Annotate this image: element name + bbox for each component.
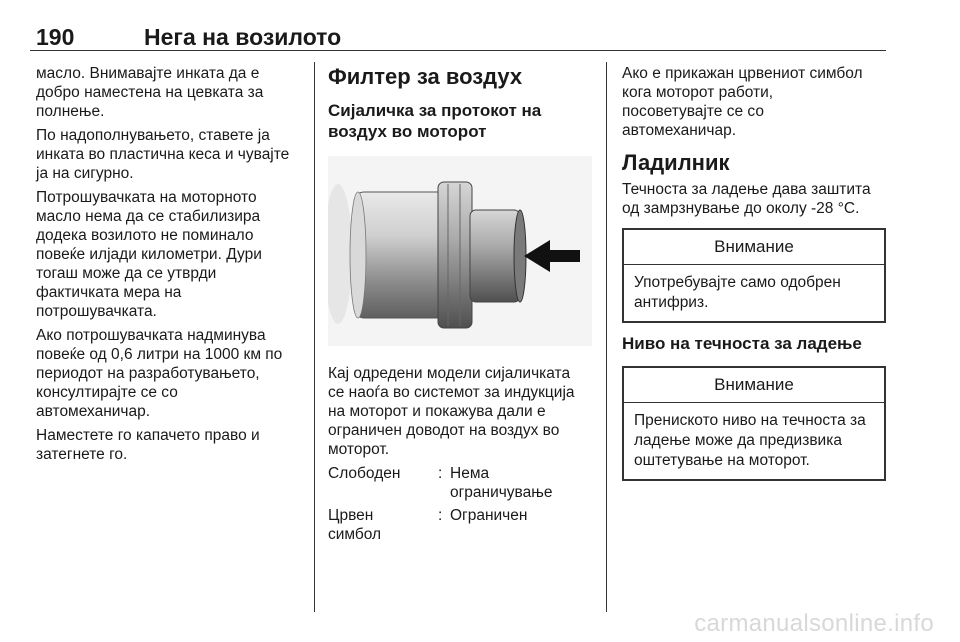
section-subheading: Сијаличка за протокот на воздух во моторот bbox=[328, 101, 542, 141]
watermark: carmanualsonline.info bbox=[694, 610, 934, 637]
paragraph: По надополнувањето, ставете ја инката во пластична кеса и чувајте ја на сигурно. bbox=[36, 127, 290, 182]
column-right bbox=[622, 64, 886, 481]
warning-title: Внимание bbox=[624, 230, 884, 265]
status-table bbox=[328, 464, 596, 548]
section-heading: Филтер за воздух bbox=[328, 64, 523, 89]
page-number: 190 bbox=[36, 24, 75, 50]
column-divider bbox=[606, 62, 607, 612]
warning-title: Внимание bbox=[624, 368, 884, 403]
paragraph: Ако потрошувачката надминува повеќе од 0,6 литри на 1000 км по периодот на разработувањето, консултирајте се со автомеханичар. bbox=[36, 327, 283, 420]
air-filter-indicator-drawing bbox=[328, 156, 592, 346]
paragraph: масло. Внимавајте инката да е добро наместена на цевката за полнење. bbox=[36, 65, 264, 120]
status-separator: : bbox=[438, 507, 443, 524]
status-separator: : bbox=[438, 465, 443, 482]
page-title: Нега на возилото bbox=[144, 24, 342, 50]
warning-body: Употребувајте само одобрен антифриз. bbox=[634, 274, 841, 311]
status-key: Слободен bbox=[328, 465, 401, 482]
paragraph: Кај одредени модели сијаличката се наоѓа во системот за индукција на моторот и покажува дали е ограничен доводот на воздух во моторот. bbox=[328, 365, 575, 458]
paragraph: Потрошувачката на моторното масло нема да се стабилизира додека возилото не поминало повеќе илјади километри. Дури тогаш може да се утврди фактичката мера на потрошувачката. bbox=[36, 189, 262, 320]
warning-box bbox=[622, 366, 886, 481]
paragraph: Течноста за ладење дава заштита од замрзнување до околу -28 °C. bbox=[622, 181, 871, 217]
status-value: Ограничен bbox=[450, 507, 528, 524]
warning-box bbox=[622, 228, 886, 323]
column-divider bbox=[314, 62, 315, 612]
column-left bbox=[36, 64, 308, 469]
page-header bbox=[30, 24, 886, 52]
section-heading: Ладилник bbox=[622, 150, 730, 175]
column-middle bbox=[328, 64, 596, 548]
status-key: Црвен симбол bbox=[328, 507, 382, 543]
warning-body: Прениското ниво на течноста за ладење може да предизвика оштетување на моторот. bbox=[634, 412, 866, 469]
section-subheading: Ниво на течноста за ладење bbox=[622, 334, 862, 353]
paragraph: Ако е прикажан црвениот симбол кога моторот работи, посоветувајте се со автомеханичар. bbox=[622, 65, 863, 139]
status-value: Нема ограничување bbox=[450, 465, 553, 501]
air-filter-illustration bbox=[328, 156, 592, 346]
header-divider bbox=[30, 50, 886, 51]
paragraph: Наместете го капачето право и затегнете го. bbox=[36, 427, 260, 463]
